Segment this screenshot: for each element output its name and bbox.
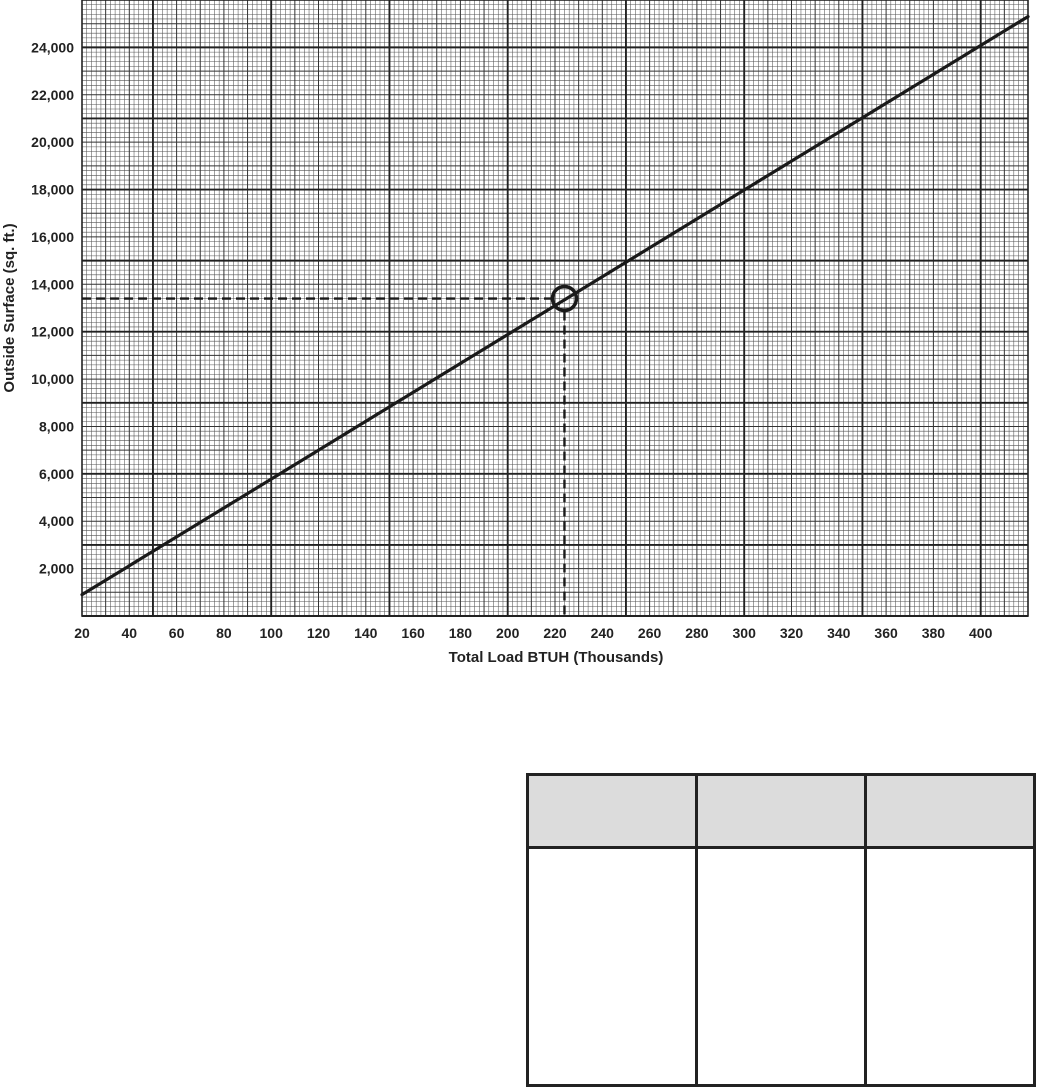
x-tick-label: 80: [216, 625, 232, 641]
x-tick-label: 60: [168, 625, 185, 641]
x-tick-label: 260: [637, 625, 662, 641]
y-tick-label: 22,000: [31, 86, 74, 103]
y-tick-label: 10,000: [31, 371, 74, 388]
x-tick-label: 360: [874, 625, 898, 641]
x-axis-title: Total Load BTUH (Thousands): [448, 649, 664, 666]
x-tick-label: 160: [401, 625, 425, 641]
x-tick-label: 300: [732, 625, 756, 641]
table-cell: [866, 848, 1035, 1086]
table-row: [528, 848, 1035, 1086]
x-tick-label: 280: [685, 625, 709, 641]
y-tick-label: 18,000: [31, 181, 74, 198]
y-axis-title: Outside Surface (sq. ft.): [1, 223, 18, 393]
x-tick-label: 240: [590, 625, 614, 641]
y-tick-label: 2,000: [38, 560, 74, 577]
table-header-cell: [528, 775, 697, 848]
y-tick-label: 6,000: [38, 465, 74, 482]
x-tick-label: 120: [306, 625, 331, 641]
x-tick-label: 20: [74, 625, 90, 641]
x-tick-label: 220: [543, 625, 567, 641]
y-tick-label: 8,000: [38, 418, 74, 435]
table-cell: [528, 848, 697, 1086]
x-tick-label: 140: [354, 625, 378, 641]
x-tick-label: 40: [121, 625, 138, 641]
blank-table: [526, 773, 1036, 1087]
table-header-cell: [697, 775, 866, 848]
x-tick-label: 340: [827, 625, 851, 641]
x-tick-label: 380: [921, 625, 946, 641]
y-tick-label: 4,000: [38, 513, 74, 530]
x-tick-label: 400: [969, 625, 993, 641]
table-cell: [697, 848, 866, 1086]
y-tick-label: 14,000: [31, 276, 74, 293]
y-tick-label: 24,000: [31, 39, 74, 56]
y-tick-label: 12,000: [31, 323, 74, 340]
x-tick-labels: [74, 625, 992, 641]
x-tick-label: 180: [448, 625, 473, 641]
x-tick-label: 100: [259, 625, 283, 641]
table-header-row: [528, 775, 1035, 848]
table-header-cell: [866, 775, 1035, 848]
y-tick-label: 20,000: [31, 134, 74, 151]
x-tick-label: 200: [496, 625, 520, 641]
x-tick-label: 320: [779, 625, 804, 641]
y-tick-label: 16,000: [31, 228, 74, 245]
y-tick-labels: [31, 39, 74, 576]
